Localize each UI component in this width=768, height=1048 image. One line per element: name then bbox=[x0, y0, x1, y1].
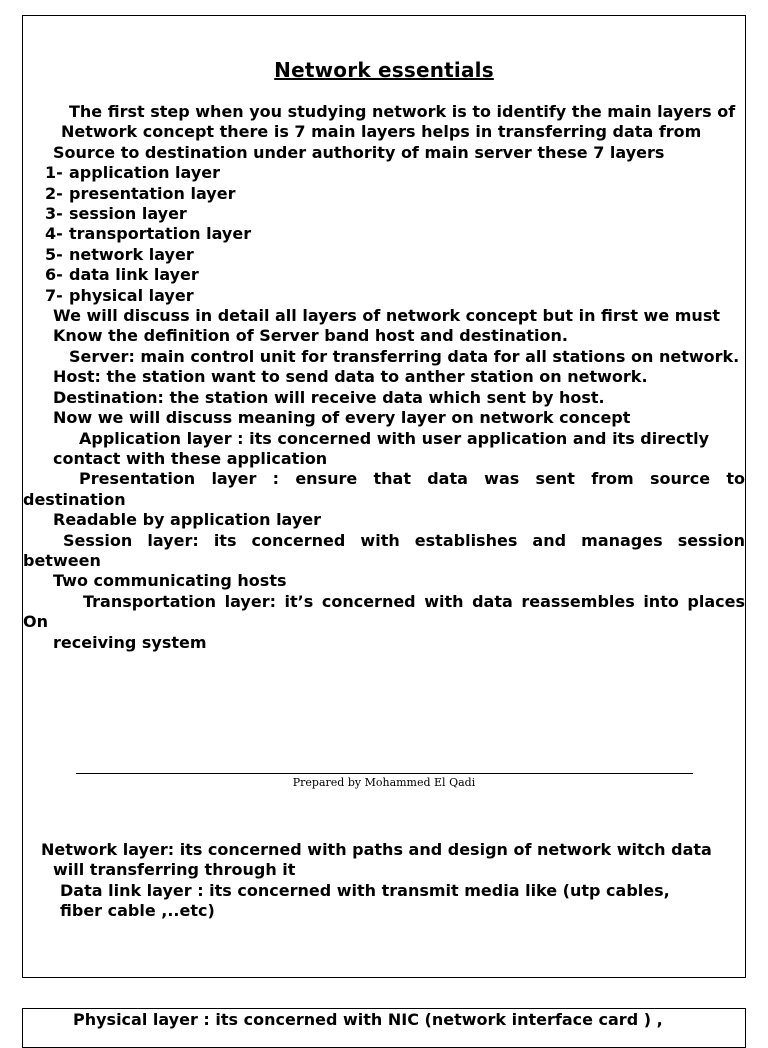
list-item bbox=[45, 163, 745, 183]
application-layer-continuation: contact with these application bbox=[53, 448, 328, 468]
footer-credit: Prepared by Mohammed El Qadi bbox=[292, 776, 476, 789]
footer-divider bbox=[76, 773, 693, 774]
document-page bbox=[22, 15, 746, 978]
list-item bbox=[45, 245, 745, 265]
transportation-layer-paragraph: Transportation layer: it’s concerned with data reassembles into places On bbox=[23, 591, 745, 632]
document-body-continued bbox=[23, 840, 745, 922]
list-number: 3- bbox=[45, 204, 63, 224]
discuss-paragraph: We will discuss in detail all layers of network concept but in first we must bbox=[53, 306, 720, 326]
list-number: 1- bbox=[45, 163, 63, 183]
transportation-layer-continuation: receiving system bbox=[53, 632, 207, 652]
list-item bbox=[45, 184, 745, 204]
list-item bbox=[45, 224, 745, 244]
intro-paragraph-2: Network concept there is 7 main layers helps in transferring data from bbox=[61, 122, 702, 142]
document-title: Network essentials bbox=[274, 58, 494, 82]
list-number: 4- bbox=[45, 224, 63, 244]
application-layer-paragraph: Application layer : its concerned with user application and its directly bbox=[79, 428, 710, 448]
list-number: 2- bbox=[45, 183, 63, 203]
physical-layer-paragraph: Physical layer : its concerned with NIC (network interface card ) , bbox=[73, 1010, 663, 1029]
know-paragraph: Know the definition of Server band host and destination. bbox=[53, 326, 568, 346]
data-link-layer-paragraph: Data link layer : its concerned with transmit media like (utp cables, bbox=[60, 880, 670, 900]
destination-definition: Destination: the station will receive data which sent by host. bbox=[53, 387, 605, 407]
list-item bbox=[45, 286, 745, 306]
list-number: 7- bbox=[45, 285, 63, 305]
list-label: network layer bbox=[69, 244, 194, 264]
list-number: 6- bbox=[45, 265, 63, 285]
list-label: session layer bbox=[69, 204, 187, 224]
now-paragraph: Now we will discuss meaning of every layer on network concept bbox=[53, 408, 631, 428]
list-item bbox=[45, 265, 745, 285]
session-layer-paragraph: Session layer: its concerned with establishes and manages session between bbox=[23, 530, 745, 570]
presentation-layer-paragraph: Presentation layer : ensure that data was sent from source to destination bbox=[23, 469, 745, 509]
list-label: data link layer bbox=[69, 265, 199, 285]
host-definition: Host: the station want to send data to anther station on network. bbox=[53, 367, 648, 387]
server-definition: Server: main control unit for transferring data for all stations on network. bbox=[69, 346, 740, 366]
intro-paragraph-3: Source to destination under authority of main server these 7 layers bbox=[53, 142, 665, 162]
data-link-layer-continuation: fiber cable ,..etc) bbox=[60, 901, 215, 921]
next-page bbox=[22, 1008, 746, 1048]
document-body bbox=[23, 102, 745, 653]
network-layer-paragraph: Network layer: its concerned with paths and design of network witch data bbox=[41, 840, 712, 859]
session-layer-continuation: Two communicating hosts bbox=[53, 571, 287, 591]
network-layer-continuation: will transferring through it bbox=[53, 860, 296, 880]
intro-paragraph-1: The first step when you studying network is to identify the main layers of bbox=[69, 102, 736, 121]
list-number: 5- bbox=[45, 244, 63, 264]
list-label: presentation layer bbox=[69, 183, 236, 203]
layers-list bbox=[23, 163, 745, 306]
list-label: physical layer bbox=[69, 285, 194, 305]
list-label: transportation layer bbox=[69, 224, 252, 244]
list-label: application layer bbox=[69, 163, 220, 183]
list-item bbox=[45, 204, 745, 224]
presentation-layer-continuation: Readable by application layer bbox=[53, 510, 322, 530]
